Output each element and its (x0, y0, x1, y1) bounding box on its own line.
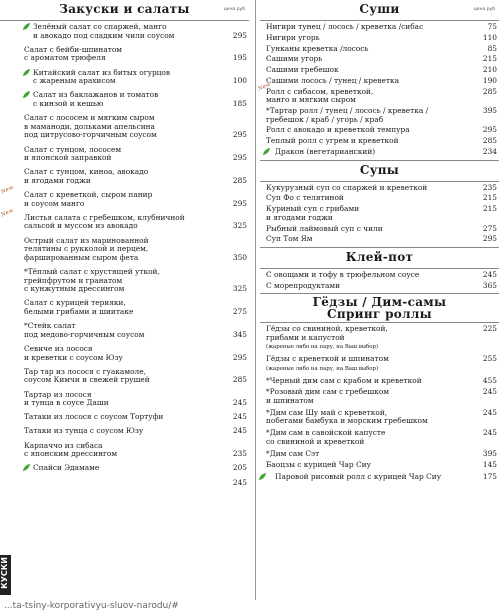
menu-item-price: 295 (232, 352, 247, 362)
menu-item-price: 245 (232, 398, 247, 408)
vegetarian-leaf-icon (22, 463, 31, 472)
menu-item (0, 114, 249, 140)
menu-item-price: 85 (487, 43, 497, 53)
vegetarian-leaf-icon (258, 472, 267, 481)
column-divider (255, 0, 256, 600)
price-unit-label: цена руб (223, 7, 245, 12)
menu-item-price: 245 (482, 428, 497, 438)
menu-item-name: Салат с бейби-шпинатом с ароматом трюфеля (24, 44, 123, 63)
section-divider (260, 181, 499, 182)
menu-item (0, 146, 249, 163)
menu-item-price: 255 (482, 354, 497, 364)
menu-item-name: Куриный суп с грибами и ягодами годжи (266, 204, 360, 222)
menu-item-name: Острый салат из маринованной телятины с рукколой и перцем, фаршированным сыром фета (24, 235, 149, 262)
menu-item-price: 350 (232, 252, 247, 262)
menu-item-price: 175 (482, 472, 497, 482)
menu-item (0, 479, 249, 488)
menu-item (260, 235, 499, 244)
menu-item-price: 295 (232, 30, 247, 40)
sushi-list (257, 22, 499, 157)
menu-item (260, 282, 499, 291)
menu-item-name: Кукурузный суп со спаржей и креветкой (266, 182, 428, 192)
menu-item-price: 234 (482, 147, 497, 156)
menu-item (260, 271, 499, 280)
menu-item (260, 55, 499, 64)
menu-item-price: 325 (232, 284, 247, 294)
menu-item-name: Карпаччо из сибаса с японским дрессингом (24, 440, 118, 459)
menu-item (260, 388, 499, 405)
menu-item (260, 194, 499, 203)
menu-item (260, 450, 499, 459)
menu-item-name: Баоцзы с курицей Чар Сиу (266, 460, 371, 470)
soups-section-header (260, 163, 499, 179)
menu-item (257, 81, 499, 105)
menu-item-name: Гунканы креветка /лосось (266, 43, 369, 53)
menu-item-price: 325 (232, 221, 247, 231)
menu-item-name: *Розовый дим сам с гребешком и шпинатом (266, 387, 390, 405)
menu-item-price: 245 (482, 269, 497, 279)
menu-item-price: 285 (482, 136, 497, 146)
menu-item-name: Сашими лосось / тунец / креветка (266, 75, 400, 85)
url-text: ...ta-tsiny-korporativyu-sluov-narodu/# (4, 601, 179, 611)
menu-item (260, 148, 499, 157)
menu-item-price: 210 (482, 65, 497, 75)
menu-item-price: 295 (482, 125, 497, 135)
section-divider (260, 322, 499, 323)
menu-item (0, 168, 249, 185)
menu-item-name: Сашими гребешок (266, 65, 339, 75)
vegetarian-leaf-icon (262, 147, 271, 156)
menu-item-price: 245 (482, 407, 497, 417)
menu-item-name: Татаки из тунца с соусом Юзу (24, 426, 144, 436)
menu-item-price: 235 (482, 182, 497, 192)
new-badge: New (257, 81, 272, 93)
menu-item-price: 110 (482, 32, 497, 42)
menu-item (260, 45, 499, 54)
menu-item-price: 185 (232, 98, 247, 108)
menu-item (260, 66, 499, 75)
section-divider (260, 160, 499, 161)
menu-item-name: *Дим сам Сэт (266, 448, 320, 458)
menu-item (260, 205, 499, 222)
menu-item-price: 215 (482, 193, 497, 203)
menu-item-name: Салат с тунцом, лососем и японской заправкой (24, 144, 122, 163)
section-divider (260, 20, 499, 21)
sushi-title: Суши (359, 2, 400, 16)
soups-list (260, 184, 499, 244)
appetizers-title: Закуски и салаты (59, 2, 190, 16)
new-badge: New (0, 207, 15, 219)
menu-item (260, 34, 499, 43)
menu-item-name: Салат из баклажанов и томатов с кинзой и кешью (33, 90, 159, 108)
menu-item-price: 235 (232, 449, 247, 459)
menu-item-name: Листья салата с гребешком, клубничной сальсой и муссом из авокадо (24, 212, 185, 231)
menu-item (260, 77, 499, 86)
menu-item (260, 473, 499, 482)
menu-item (0, 391, 249, 408)
side-section-label-text: КУСКИ (0, 557, 9, 589)
menu-item-name: Дракон (вегетарианский) (275, 147, 376, 156)
menu-item-name: Севиче из лосося и креветки с соусом Юзу (24, 343, 123, 362)
menu-item (0, 427, 249, 436)
menu-item-price: 295 (482, 234, 497, 244)
menu-item-name: *Дим сам Шу май с креветкой, побегами бамбука и морским гребешком (266, 407, 428, 426)
menu-item-name: Суп Том Ям (266, 234, 313, 244)
menu-item-name: С морепродуктами (266, 280, 341, 290)
menu-item-price: 295 (232, 153, 247, 163)
vegetarian-leaf-icon (22, 68, 31, 77)
menu-item-name: Нигири угорь (266, 32, 320, 42)
menu-item-name: *Дим сам в савойской капусте со свининой и креветкой (266, 428, 386, 446)
menu-item (0, 184, 249, 208)
menu-item-name: Нигири тунец / лосось / креветка /сибас (266, 22, 424, 31)
menu-item-name: Тар тар из лосося с гуакамоле, соусом Кимчи и свежей грушей (24, 366, 150, 385)
menu-item-price: 295 (232, 198, 247, 208)
appetizers-list (0, 23, 249, 487)
dimsum-section-header (260, 296, 499, 320)
menu-item (260, 137, 499, 146)
menu-item (0, 46, 249, 63)
menu-item-name: Ролл с авокадо и креветкой темпура (266, 125, 410, 135)
vegetarian-leaf-icon (22, 90, 31, 99)
url-bar[interactable] (0, 600, 499, 614)
menu-item (0, 69, 249, 86)
menu-item-price: 195 (232, 53, 247, 63)
menu-item-price: 275 (482, 223, 497, 233)
menu-item (0, 413, 249, 422)
menu-item (260, 355, 499, 373)
menu-item-name: Сашими угорь (266, 54, 323, 64)
menu-item-price: 345 (232, 329, 247, 339)
menu-item (0, 442, 249, 459)
menu-item-name: Татаки из лосося с соусом Тортуфи (24, 412, 164, 422)
vegetarian-leaf-icon (22, 22, 31, 31)
menu-item-price: 145 (482, 460, 497, 470)
menu-item (0, 464, 249, 473)
menu-item-name: Салат с лососем и мягким сыром в маманоди, дольками апельсина под цитрусово-горчичным соусом (24, 113, 157, 140)
menu-item (260, 409, 499, 426)
menu-item-price: 225 (482, 324, 497, 334)
menu-item-price: 365 (482, 280, 497, 290)
menu-item (260, 325, 499, 352)
menu-item (0, 91, 249, 108)
menu-item-price: 190 (482, 75, 497, 85)
menu-item (0, 345, 249, 362)
menu-item-price: 215 (482, 204, 497, 214)
side-section-label (0, 555, 11, 595)
menu-item-price: 245 (232, 412, 247, 422)
menu-item (0, 368, 249, 385)
menu-item (0, 207, 249, 231)
menu-item-name: Суп Фо с телятиной (266, 193, 344, 203)
appetizers-salads-column (0, 0, 249, 487)
section-divider (260, 268, 499, 269)
menu-item-name: *Тартар ролл / тунец / лосось / креветка / гребешок / краб / угорь / краб (266, 106, 429, 124)
menu-item-name: Теплый ролл с угрем и креветкой (266, 136, 399, 146)
menu-item-price: 285 (232, 375, 247, 385)
claypot-list (260, 271, 499, 290)
menu-item-name: *Черный дим сам с крабом и креветкой (266, 375, 422, 385)
menu-item (260, 461, 499, 470)
right-column (257, 0, 499, 482)
section-divider (0, 20, 249, 21)
menu-item-price: 245 (482, 387, 497, 397)
menu-item (0, 299, 249, 316)
menu-item-price: 455 (482, 375, 497, 385)
menu-item-name: Китайский салат из битых огурцов с жареным арахисом (33, 67, 171, 86)
menu-item-name: Тартар из лосося и тунца в соусе Даши (24, 389, 109, 408)
sushi-section-header (260, 2, 499, 18)
menu-item-price: 215 (482, 54, 497, 64)
menu-item-name: *Тёплый салат с хрустящей уткой, грейпфрутом и гранатом с кунжутным дрессингом (24, 267, 160, 294)
menu-item-name: Зелёный салат со спаржей, манго и авокадо под сладким чили соусом (33, 22, 175, 40)
dimsum-title: Гёдзы / Дим-самы Спринг роллы (312, 295, 447, 322)
menu-item-name: Рыбный лаймовый суп с чили (266, 223, 383, 233)
menu-item-name: Паровой рисовый ролл с курицей Чар Сиу (275, 472, 442, 482)
menu-item (260, 184, 499, 193)
price-unit-label: цена руб (473, 7, 495, 12)
menu-item-price: 75 (487, 22, 497, 31)
menu-item (260, 107, 499, 124)
menu-item-price: 285 (482, 86, 497, 96)
menu-item (0, 237, 249, 263)
menu-item-name: Гёдзы с креветкой и шпинатом (жареные либо на пару, на Ваш выбор) (266, 354, 389, 372)
menu-item-price: 395 (482, 106, 497, 116)
menu-item-price: 395 (482, 448, 497, 458)
dimsum-list (260, 325, 499, 481)
menu-item-name: С овощами и тофу в трюфельном соусе (266, 269, 420, 279)
menu-item-price: 205 (232, 463, 247, 473)
menu-item (260, 126, 499, 135)
menu-item-name: Гёдзы со свининой, креветкой, грибами и капустой (жареные либо на пару, на Ваш выбор) (266, 324, 388, 351)
menu-item (0, 23, 249, 40)
menu-item (0, 322, 249, 339)
menu-item (260, 377, 499, 386)
menu-item-price: 100 (232, 76, 247, 86)
menu-item-name: Салат с тунцом, киноа, авокадо и ягодами годжи (24, 167, 149, 185)
menu-item-price: 285 (232, 175, 247, 185)
section-divider (260, 247, 499, 248)
section-divider (260, 293, 499, 294)
menu-item-name: *Стейк салат под медово-горчичным соусом (24, 321, 145, 339)
menu-item-name: Спайси Эдамаме (33, 463, 100, 473)
menu-item (260, 23, 499, 32)
claypot-title: Клей-пот (345, 249, 414, 264)
menu-item-price: 245 (232, 426, 247, 436)
menu-item-price: 275 (232, 306, 247, 316)
menu-item (260, 429, 499, 446)
menu-item-name: Ролл с сибасом, креветкой, манго и мягким сыром (266, 86, 374, 105)
claypot-section-header (260, 250, 499, 266)
appetizers-section-header (0, 2, 249, 18)
menu-item (0, 268, 249, 294)
menu-item-name: Салат с курицей терияки, белыми грибами и шиитаке (24, 298, 134, 316)
menu-item-name: Салат с креветкой, сыром панир и соусом манго (24, 190, 153, 208)
new-badge: New (0, 184, 15, 196)
menu-item (260, 225, 499, 234)
menu-item-price: 245 (232, 477, 247, 487)
soups-title: Супы (359, 162, 400, 177)
menu-item-price: 295 (232, 130, 247, 140)
